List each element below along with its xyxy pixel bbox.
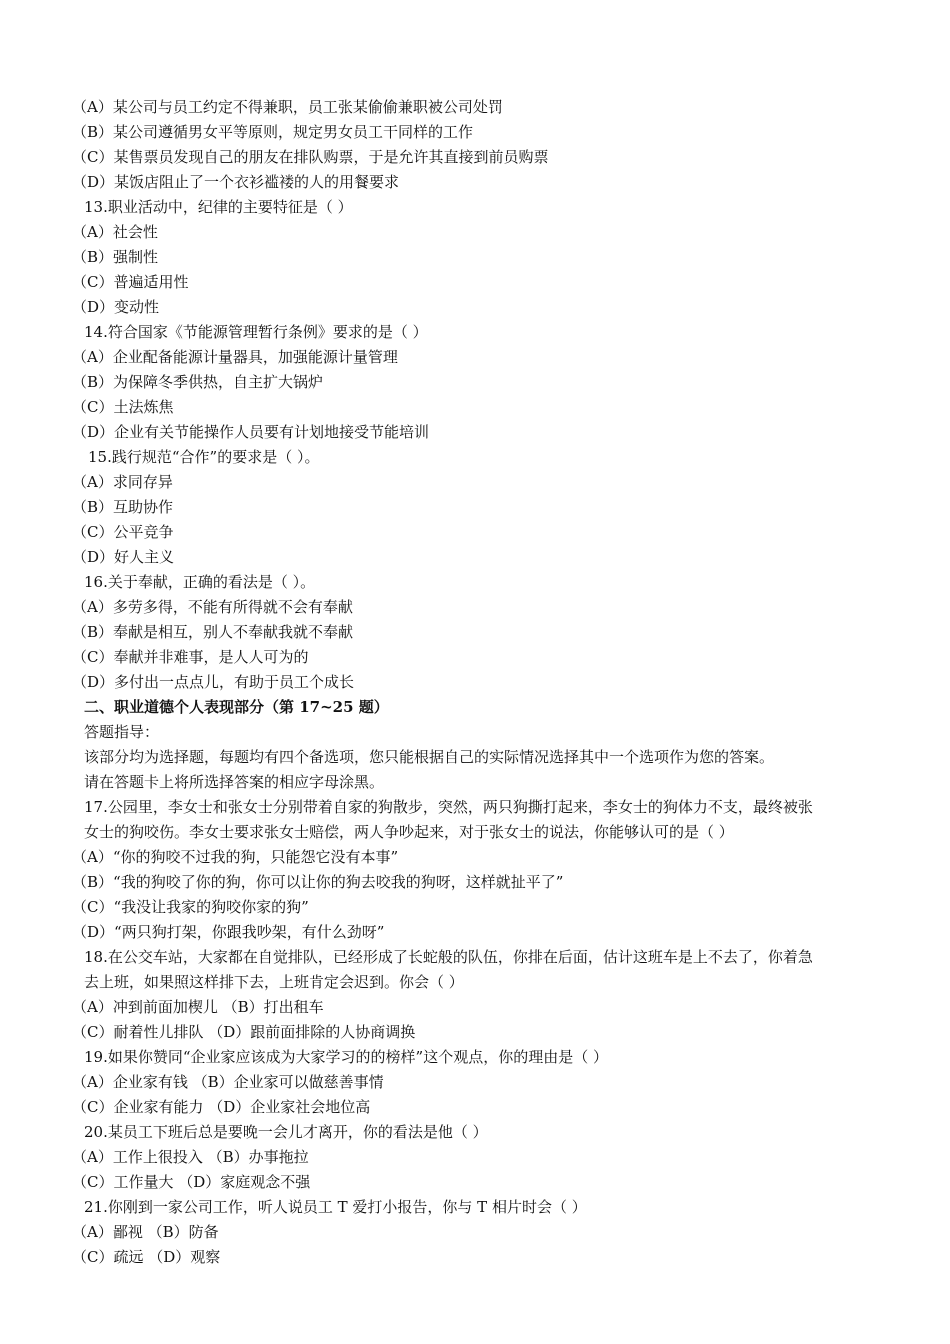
q19-options-cd: （C）企业家有能力 （D）企业家社会地位高 bbox=[72, 1098, 371, 1116]
instruction-text-1: 该部分均为选择题，每题均有四个备选项，您只能根据自己的实际情况选择其中一个选项作为您的答案。 bbox=[84, 748, 775, 766]
q20-options-ab: （A）工作上很投入 （B）办事拖拉 bbox=[72, 1148, 309, 1166]
q12-option-b: （B）某公司遵循男女平等原则，规定男女员工干同样的工作 bbox=[72, 123, 474, 141]
q18-question-line-2: 去上班，如果照这样排下去，上班肯定会迟到。你会（ ） bbox=[84, 973, 464, 991]
q19-options-ab: （A）企业家有钱 （B）企业家可以做慈善事情 bbox=[72, 1073, 384, 1091]
q14-option-c: （C）土法炼焦 bbox=[72, 398, 174, 416]
q21-question: 21.你刚到一家公司工作，听人说员工 T 爱打小报告，你与 T 相片时会（ ） bbox=[84, 1198, 587, 1216]
q16-option-a: （A）多劳多得，不能有所得就不会有奉献 bbox=[72, 598, 353, 616]
q14-question: 14.符合国家《节能源管理暂行条例》要求的是（ ） bbox=[84, 323, 428, 341]
q20-question: 20.某员工下班后总是要晚一会儿才离开，你的看法是他（ ） bbox=[84, 1123, 488, 1141]
q17-option-d: （D）“两只狗打架，你跟我吵架，有什么劲呀” bbox=[72, 923, 385, 941]
q13-option-a: （A）社会性 bbox=[72, 223, 158, 241]
q16-option-b: （B）奉献是相互，别人不奉献我就不奉献 bbox=[72, 623, 354, 641]
instruction-title: 答题指导： bbox=[84, 723, 160, 741]
q19-question: 19.如果你赞同“企业家应该成为大家学习的的榜样”这个观点，你的理由是（ ） bbox=[84, 1048, 608, 1066]
q14-option-a: （A）企业配备能源计量器具，加强能源计量管理 bbox=[72, 348, 398, 366]
q14-option-b: （B）为保障冬季供热，自主扩大锅炉 bbox=[72, 373, 324, 391]
q17-question-line-1: 17.公园里，李女士和张女士分别带着自家的狗散步，突然，两只狗撕打起来，李女士的狗体力不支，最终被张 bbox=[84, 798, 813, 816]
q17-option-a: （A）“你的狗咬不过我的狗，只能怨它没有本事” bbox=[72, 848, 399, 866]
q13-option-b: （B）强制性 bbox=[72, 248, 159, 266]
q12-option-d: （D）某饭店阻止了一个衣衫褴褛的人的用餐要求 bbox=[72, 173, 400, 191]
q15-option-d: （D）好人主义 bbox=[72, 548, 175, 566]
q18-options-cd: （C）耐着性儿排队 （D）跟前面排除的人协商调换 bbox=[72, 1023, 416, 1041]
q15-option-c: （C）公平竞争 bbox=[72, 523, 174, 541]
q16-option-c: （C）奉献并非难事，是人人可为的 bbox=[72, 648, 309, 666]
section-heading: 二、职业道德个人表现部分（第 17~25 题） bbox=[84, 698, 389, 716]
q21-options-ab: （A）鄙视 （B）防备 bbox=[72, 1223, 219, 1241]
q12-option-a: （A）某公司与员工约定不得兼职，员工张某偷偷兼职被公司处罚 bbox=[72, 98, 503, 116]
q13-option-d: （D）变动性 bbox=[72, 298, 160, 316]
q21-options-cd: （C）疏远 （D）观察 bbox=[72, 1248, 221, 1266]
instruction-text-2: 请在答题卡上将所选择答案的相应字母涂黑。 bbox=[84, 773, 385, 791]
q18-options-ab: （A）冲到前面加楔儿 （B）打出租车 bbox=[72, 998, 324, 1016]
q15-option-b: （B）互助协作 bbox=[72, 498, 174, 516]
q18-question-line-1: 18.在公交车站，大家都在自觉排队，已经形成了长蛇般的队伍，你排在后面，估计这班车是上不去了，你着急 bbox=[84, 948, 813, 966]
q17-option-b: （B）“我的狗咬了你的狗，你可以让你的狗去咬我的狗呀，这样就扯平了” bbox=[72, 873, 564, 891]
q20-options-cd: （C）工作量大 （D）家庭观念不强 bbox=[72, 1173, 311, 1191]
q12-option-c: （C）某售票员发现自己的朋友在排队购票，于是允许其直接到前员购票 bbox=[72, 148, 549, 166]
q17-option-c: （C）“我没让我家的狗咬你家的狗” bbox=[72, 898, 309, 916]
q16-option-d: （D）多付出一点点儿，有助于员工个成长 bbox=[72, 673, 355, 691]
q14-option-d: （D）企业有关节能操作人员要有计划地接受节能培训 bbox=[72, 423, 430, 441]
q13-question: 13.职业活动中，纪律的主要特征是（ ） bbox=[84, 198, 353, 216]
q15-question: 15.践行规范“合作”的要求是（ ）。 bbox=[88, 448, 320, 466]
q17-question-line-2: 女士的狗咬伤。李女士要求张女士赔偿，两人争吵起来，对于张女士的说法，你能够认可的是（ ） bbox=[84, 823, 734, 841]
q13-option-c: （C）普遍适用性 bbox=[72, 273, 189, 291]
q16-question: 16.关于奉献，正确的看法是（ ）。 bbox=[84, 573, 316, 591]
q15-option-a: （A）求同存异 bbox=[72, 473, 173, 491]
